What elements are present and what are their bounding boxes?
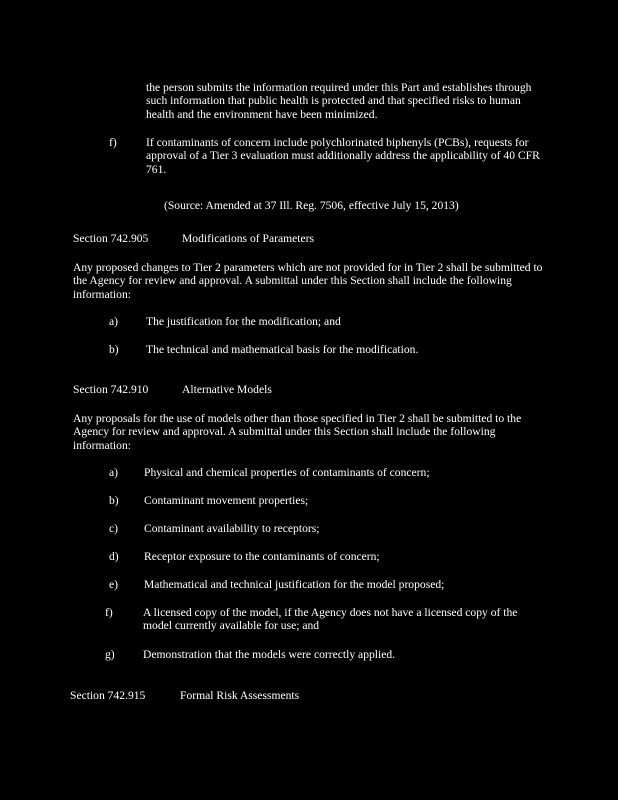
section-910-item-e-text: Mathematical and technical justification for the model proposed; [144,578,445,591]
section-905-title: Modifications of Parameters [182,232,315,245]
section-910-item-b-label: b) [109,494,119,507]
section-905-item-a-label: a) [109,315,119,328]
section-905-number: Section 742.905 [73,232,149,245]
source-note: (Source: Amended at 37 Ill. Reg. 7506, effective July 15, 2013) [164,199,459,212]
section-905-item-b-label: b) [109,343,119,356]
section-910-item-g-label: g) [105,648,115,661]
section-905-item-b-text: The technical and mathematical basis for the modification. [146,343,419,356]
item-f-text: If contaminants of concern include polychlorinated biphenyls (PCBs), requests for approval of a Tier 3 evaluation must additionally address the applicability of 40 CFR 761. [146,136,540,176]
item-f-label: f) [109,136,117,149]
section-915-title: Formal Risk Assessments [180,689,300,702]
section-910-item-d-label: d) [109,550,119,563]
section-905-body: Any proposed changes to Tier 2 parameters which are not provided for in Tier 2 shall be submitted to the Agency for review and approval. A submittal under this Section shall include the following information: [73,261,543,301]
section-910-item-a-label: a) [109,466,119,479]
section-905-item-a-text: The justification for the modification; and [146,315,341,328]
section-910-item-e-label: e) [109,578,119,591]
section-910-item-g-text: Demonstration that the models were correctly applied. [143,648,396,661]
section-910-title: Alternative Models [182,383,272,396]
section-910-item-b-text: Contaminant movement properties; [144,494,309,507]
section-910-item-c-label: c) [109,522,119,535]
section-910-item-f-text: A licensed copy of the model, if the Agency does not have a licensed copy of the model currently available for use; and [143,606,518,633]
section-910-item-f-label: f) [105,606,113,619]
section-910-body: Any proposals for the use of models other than those specified in Tier 2 shall be submitted to the Agency for review and approval. A submittal under this Section shall include the following information: [73,412,522,452]
continuation-paragraph: the person submits the information required under this Part and establishes through such information that public health is protected and that specified risks to human health and the environment have been minimized. [146,81,532,121]
section-915-number: Section 742.915 [70,689,146,702]
section-910-item-a-text: Physical and chemical properties of contaminants of concern; [144,466,430,479]
section-910-item-d-text: Receptor exposure to the contaminants of concern; [144,550,380,563]
section-910-item-c-text: Contaminant availability to receptors; [144,522,320,535]
section-910-number: Section 742.910 [73,383,149,396]
